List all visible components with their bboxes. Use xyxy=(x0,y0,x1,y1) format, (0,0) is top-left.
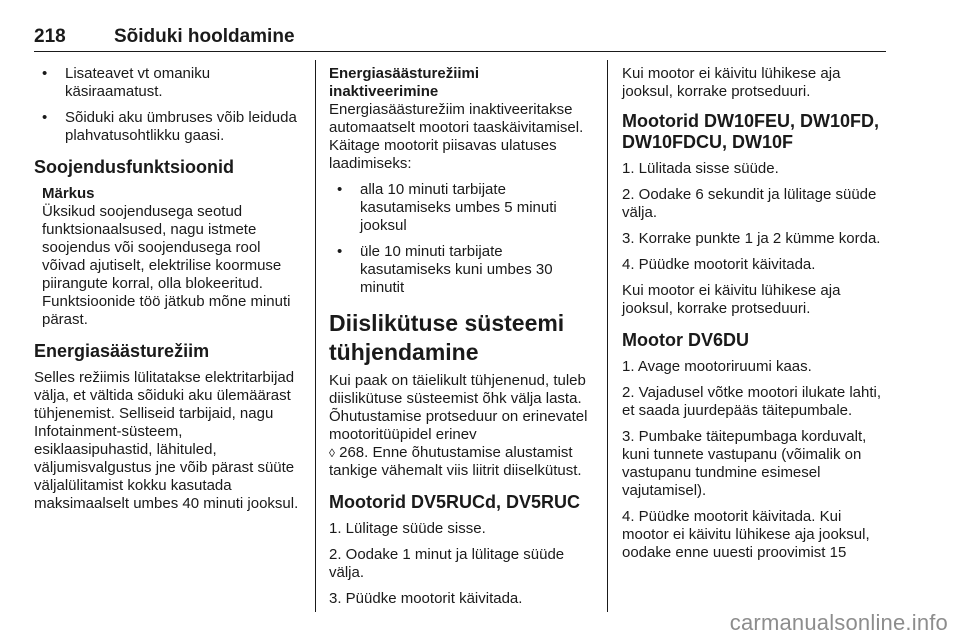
intro-text: Kui mootor ei käivitu lühikese aja jooksul, korrake protseduuri. xyxy=(622,65,841,100)
step: 1. Lülitada sisse süüde. xyxy=(622,160,779,177)
deactivation-text: Energiasäästurežiim inaktiveeritakse automaatselt mootori taaskäivitamisel. Käitage mootorit piisavas ulatuses laadimiseks: xyxy=(329,101,584,172)
section-heading-diesel: Diislikütuse süsteemi tühjendamine xyxy=(329,310,565,365)
page-number: 218 xyxy=(34,26,66,47)
column-1 xyxy=(34,65,302,521)
column-3 xyxy=(622,65,890,562)
page-header xyxy=(34,26,886,48)
step: 4. Püüdke mootorit käivitada. Kui mootor ei käivitu lühikese aja jooksul, oodake enne uuesti proovimist 15 xyxy=(622,508,870,561)
step: 1. Lülitage süüde sisse. xyxy=(329,520,486,537)
section-heading-heating: Soojendusfunktsioonid xyxy=(34,157,234,177)
note-text: Üksikud soojendusega seotud funktsionaalsused, nagu istmete soojendus või soojendusega rool võivad ajutiselt, elektrilise koormuse piirangute korral, olla blokeeritud. Funktsioonide töö jätkub mõne minuti pärast. xyxy=(42,203,291,328)
step: 4. Püüdke mootorit käivitada. xyxy=(622,256,816,273)
note-heading: Märkus xyxy=(42,185,95,202)
column-divider-2 xyxy=(607,60,608,612)
list-item: • Lisateavet vt omaniku käsiraamatust. xyxy=(34,65,302,101)
diesel-text: Kui paak on täielikult tühjenenud, tuleb diislikütuse süsteemist õhk välja lasta. Õhutustamise protseduur on erinevatel mootoritüüpidel erinev ◊ 268. Enne õhutustamise alustamist tankige vähemalt viis liitrit diiselkütust. xyxy=(329,372,588,479)
note-box xyxy=(34,185,302,329)
subheading-engines-dw10: Mootorid DW10FEU, DW10FD, DW10FDCU, DW10F xyxy=(622,111,879,152)
step: 2. Oodake 6 sekundit ja lülitage süüde välja. xyxy=(622,186,877,221)
page-ref-arrow-icon: ◊ xyxy=(329,446,335,460)
step: 3. Püüdke mootorit käivitada. xyxy=(329,590,523,607)
page-ref-link[interactable]: 268. Enne õhutustamise alustamist tankige vähemalt viis liitrit diiselkütust. xyxy=(329,444,582,479)
subheading-engine-dv6: Mootor DV6DU xyxy=(622,330,749,350)
section-heading-energy: Energiasäästurežiim xyxy=(34,341,210,361)
watermark: carmanualsonline.info xyxy=(729,610,948,635)
step: 3. Pumbake täitepumbaga korduvalt, kuni tunnete vastupanu (võimalik on vastupanu tundmine esimesel vajutamisel). xyxy=(622,428,867,499)
column-divider-1 xyxy=(315,60,316,612)
step: Kui mootor ei käivitu lühikese aja jooksul, korrake protseduuri. xyxy=(622,282,841,317)
list-item: • Sõiduki aku ümbruses võib leiduda plahvatusohtlikku gaasi. xyxy=(34,109,302,145)
subheading-deactivation: Energiasäästurežiimi inaktiveerimine xyxy=(329,65,480,100)
page-title: Sõiduki hooldamine xyxy=(114,26,295,47)
step: 2. Oodake 1 minut ja lülitage süüde välja. xyxy=(329,546,565,581)
energy-text: Selles režiimis lülitatakse elektritarbijad välja, et vältida sõiduki aku ülemäärast tühjenemist. Selliseid tarbijaid, nagu Infotainment-süsteem, esiklaasipuhastid, lähituled, väljumisvalgustus jne võib pärast süüte väljalülitamist kokku kasutada maksimaalselt umbes 40 minuti jooksul. xyxy=(34,369,299,512)
step: 1. Avage mootoriruumi kaas. xyxy=(622,358,812,375)
header-rule xyxy=(34,51,886,52)
step: 3. Korrake punkte 1 ja 2 kümme korda. xyxy=(622,230,881,247)
list-item: • üle 10 minuti tarbijate kasutamiseks kuni umbes 30 minutit xyxy=(329,243,591,297)
subheading-engines-dv5: Mootorid DV5RUCd, DV5RUC xyxy=(329,492,580,512)
step: 2. Vajadusel võtke mootori ilukate lahti, et saada juurdepääs täitepumbale. xyxy=(622,384,882,419)
column-2 xyxy=(329,65,591,616)
list-item: • alla 10 minuti tarbijate kasutamiseks umbes 5 minuti jooksul xyxy=(329,181,591,235)
